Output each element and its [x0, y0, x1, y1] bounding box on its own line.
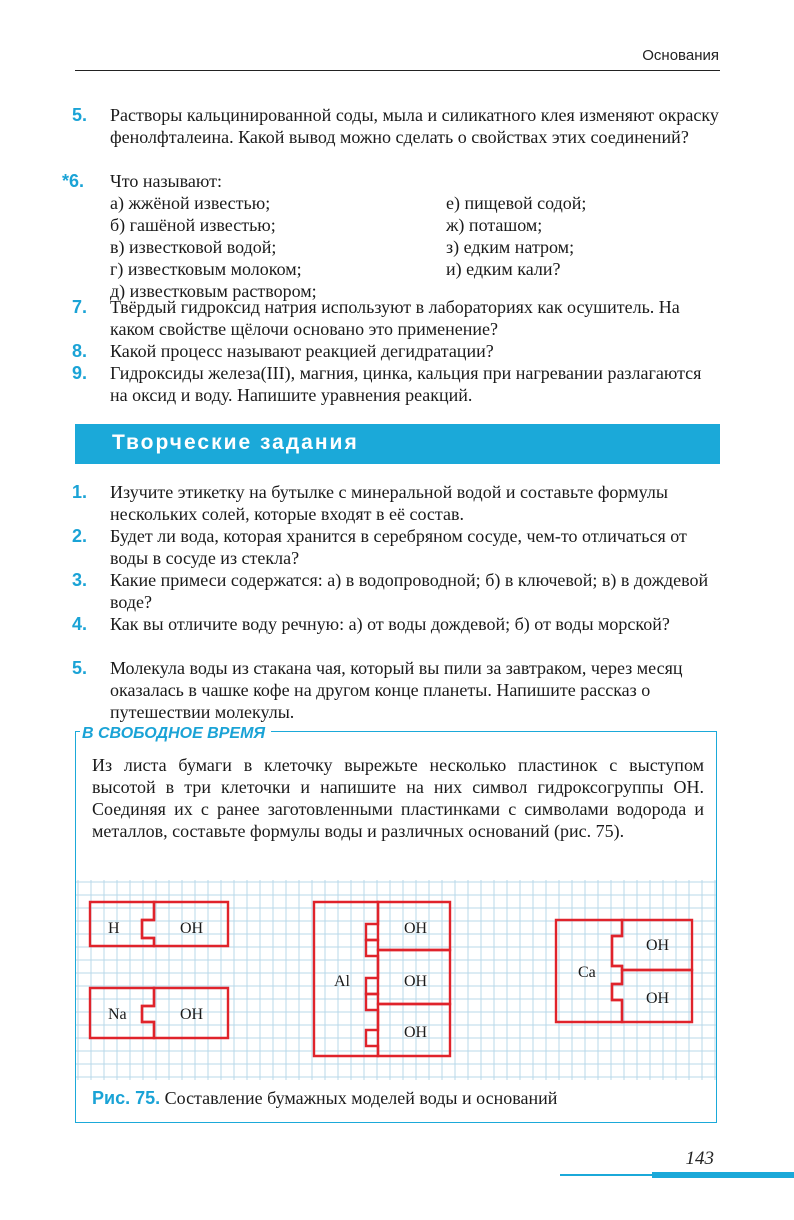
creative-task-1 [72, 481, 720, 525]
creative-task-3 [72, 569, 720, 613]
option-item: г) известковым молоком; [110, 259, 302, 279]
question-text: Растворы кальцинированной соды, мыла и силикатного клея изменяют окраску фенолфталеина. Какой вывод можно сделать о свойствах этих соединений? [110, 105, 719, 147]
question-number: 8. [72, 341, 88, 361]
task-text: Какие примеси содержатся: а) в водопроводной; б) в ключевой; в) в дождевой воде? [110, 570, 709, 612]
task-number: 3. [72, 570, 88, 590]
symbol-oh: OH [180, 920, 204, 937]
option-item: и) едким кали? [446, 259, 561, 279]
question-text: Какой процесс называют реакцией дегидратации? [110, 341, 494, 361]
option-item: е) пищевой содой; [446, 193, 587, 213]
option-item: д) известковым раствором; [110, 281, 317, 301]
question-7 [72, 296, 720, 340]
symbol-oh: OH [404, 1024, 428, 1041]
symbol-na: Na [108, 1006, 127, 1023]
grid-paper-illustration [76, 880, 716, 1080]
section-title: Творческие задания [112, 431, 359, 454]
page-number-line [560, 1174, 652, 1176]
task-text: Изучите этикетку на бутылке с минеральной водой и составьте формулы нескольких солей, которые входят в её состав. [110, 482, 668, 524]
figure-caption [92, 1087, 557, 1109]
running-header: Основания [642, 47, 719, 64]
symbol-oh: OH [404, 920, 428, 937]
symbol-al: Al [334, 973, 350, 990]
question-6 [62, 170, 720, 192]
creative-task-4 [72, 613, 720, 635]
option-item: ж) поташом; [446, 215, 543, 235]
option-item: з) едким натром; [446, 237, 575, 257]
question-text: Гидроксиды железа(III), магния, цинка, кальция при нагревании разлагаются на оксид и воду. Напишите уравнения реакций. [110, 363, 702, 405]
task-number: 4. [72, 614, 88, 634]
symbol-oh: OH [646, 990, 670, 1007]
question-number: 9. [72, 363, 88, 383]
header-divider [75, 70, 720, 71]
option-item: а) жжёной известью; [110, 193, 271, 213]
question-text: Твёрдый гидроксид натрия используют в лабораториях как осушитель. На каком свойстве щёлочи основано это применение? [110, 297, 680, 339]
task-number: 2. [72, 526, 88, 546]
question-text: Что называют: [110, 171, 222, 191]
free-time-text: Из листа бумаги в клеточку вырежьте несколько пластинок с выступом высотой в три клеточки и напишите на них символ гидроксогруппы ОН. Соединяя их с ранее заготовленными пластинками с символами водорода и металлов, составьте формулы воды и различных оснований (рис. 75). [92, 755, 704, 841]
section-banner [75, 424, 720, 464]
symbol-oh: OH [646, 937, 670, 954]
symbol-h: H [108, 920, 120, 937]
creative-task-5 [72, 657, 720, 723]
figure-caption-text: Составление бумажных моделей воды и оснований [164, 1088, 558, 1108]
option-item: в) известковой водой; [110, 237, 277, 257]
task-text: Как вы отличите воду речную: а) от воды дождевой; б) от воды морской? [110, 614, 670, 634]
creative-task-2 [72, 525, 720, 569]
figure-75 [76, 880, 716, 1080]
grid-lines [76, 880, 716, 1080]
symbol-oh: OH [180, 1006, 204, 1023]
figure-label: Рис. 75. [92, 1088, 161, 1108]
task-text: Будет ли вода, которая хранится в серебряном сосуде, чем-то отличаться от воды в сосуде из стекла? [110, 526, 687, 568]
option-item: б) гашёной известью; [110, 215, 276, 235]
symbol-oh: OH [404, 973, 428, 990]
question-8 [72, 340, 720, 362]
question-number: 7. [72, 297, 88, 317]
task-number: 5. [72, 658, 88, 678]
model-h-plate [90, 902, 154, 946]
task-number: 1. [72, 482, 88, 502]
page-number-bar [652, 1172, 794, 1178]
page-number: 143 [685, 1148, 714, 1169]
task-text: Молекула воды из стакана чая, который вы пили за завтраком, через месяц оказалась в чашке кофе на другом конце планеты. Напишите рассказ о путешествии молекулы. [110, 658, 683, 722]
question-number: *6. [62, 171, 85, 191]
symbol-ca: Ca [578, 964, 596, 981]
free-time-title: В СВОБОДНОЕ ВРЕМЯ [80, 725, 271, 743]
question-9 [72, 362, 720, 406]
question-5 [72, 104, 720, 148]
question-number: 5. [72, 105, 88, 125]
